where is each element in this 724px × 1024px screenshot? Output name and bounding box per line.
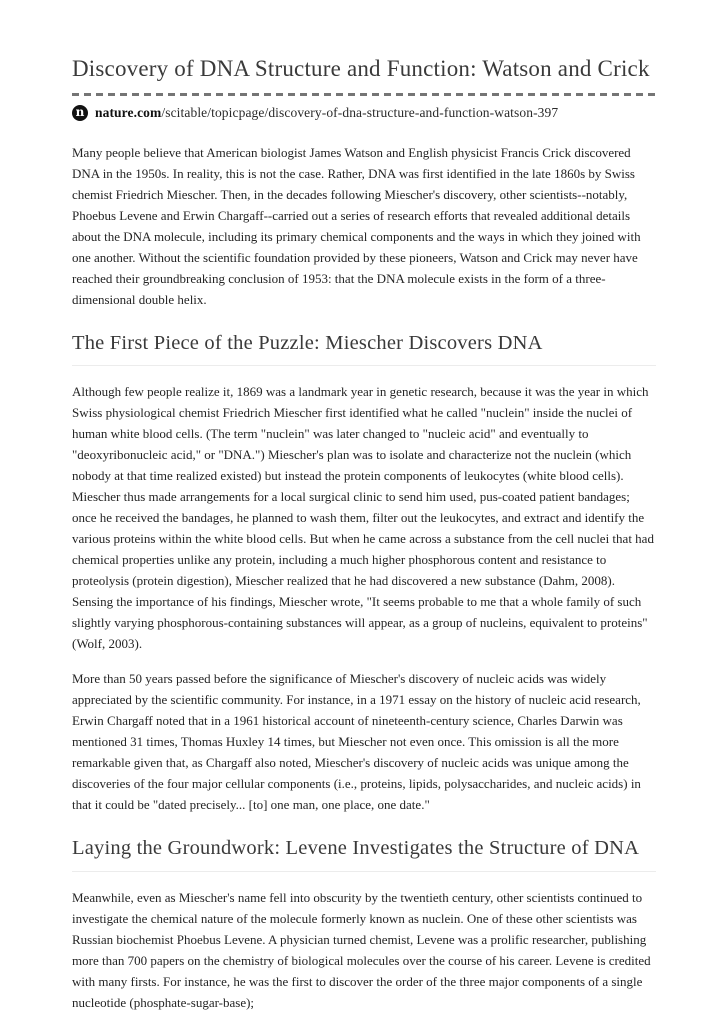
paragraph-miescher-recognition: More than 50 years passed before the significance of Miescher's discovery of nucleic acids was widely appreciated by the scientific community. For instance, in a 1971 essay on the history of nucleic acid research, Erwin Chargaff noted that in a 1961 historical account of nineteenth-century science, Charles Darwin was mentioned 31 times, Thomas Huxley 14 times, but Miescher not even once. This omission is all the more remarkable given that, as Chargaff also noted, Miescher's discovery of nucleic acids was unique among the discoveries of the four major cellular components (i.e., proteins, lipids, polysaccharides, and nucleic acids) in that it could be "dated precisely... [to] one man, one place, one date." xyxy=(72,671,641,813)
intro-paragraph: Many people believe that American biologist James Watson and English physicist Francis Crick discovered DNA in the 1950s. In reality, this is not the case. Rather, DNA was first identified in the late 1860s by Swiss chemist Friedrich Miescher. Then, in the decades following Miescher's discovery, other scientists--notably, Phoebus Levene and Erwin Chargaff--carried out a series of research efforts that revealed additional details about the DNA molecule, including its primary chemical components and the ways in which they joined with one another. Without the scientific foundation provided by these pioneers, Watson and Crick may never have reached their groundbreaking conclusion of 1953: that the DNA molecule exists in the form of a three-dimensional double helix. xyxy=(72,144,641,307)
source-line xyxy=(72,105,656,121)
nature-favicon-icon: n xyxy=(72,105,88,121)
paragraph-levene: Meanwhile, even as Miescher's name fell into obscurity by the twentieth century, other scientists continued to investigate the chemical nature of the molecule formerly known as nuclein. One of these other scientists was Russian biochemist Phoebus Levene. A physician turned chemist, Levene was a prolific researcher, publishing more than 700 papers on the chemistry of biological molecules over the course of his career. Levene is credited with many firsts. For instance, he was the first to discover the order of the three major components of a single nucleotide (phosphate-sugar-base); xyxy=(72,890,651,1010)
dashed-divider xyxy=(72,93,656,96)
section-heading-levene: Laying the Groundwork: Levene Investigates the Structure of DNA xyxy=(72,836,656,872)
paragraph-miescher-discovery: Although few people realize it, 1869 was a landmark year in genetic research, because it was the year in which Swiss physiological chemist Friedrich Miescher first identified what he called "nuclein" inside the nuclei of human white blood cells. (The term "nuclein" was later changed to "nucleic acid" and eventually to "deoxyribonucleic acid," or "DNA.") Miescher's plan was to isolate and characterize not the nuclein (which nobody at that time realized existed) but instead the protein components of leukocytes (white blood cells). Miescher thus made arrangements for a local surgical clinic to send him used, pus-coated patient bandages; once he received the bandages, he planned to wash them, filter out the leukocytes, and extract and identify the various proteins within the white blood cells. But when he came across a substance from the cell nuclei that had chemical properties unlike any protein, including a much higher phosphorous content and resistance to proteolysis (protein digestion), Miescher realized that he had discovered a new substance (Dahm, 2008). Sensing the importance of his findings, Miescher wrote, "It seems probable to me that a whole family of such slightly varying phosphorous-containing substances will appear, as a group of nucleins, equivalent to proteins" (Wolf, 2003). xyxy=(72,384,654,652)
section-heading-miescher: The First Piece of the Puzzle: Miescher Discovers DNA xyxy=(72,331,656,367)
article-header xyxy=(72,55,656,121)
source-path: /scitable/topicpage/discovery-of-dna-structure-and-function-watson-397 xyxy=(161,104,559,120)
source-url-link[interactable] xyxy=(95,105,558,121)
page-title: Discovery of DNA Structure and Function: Watson and Crick xyxy=(72,56,650,81)
source-domain: nature.com xyxy=(95,104,162,120)
